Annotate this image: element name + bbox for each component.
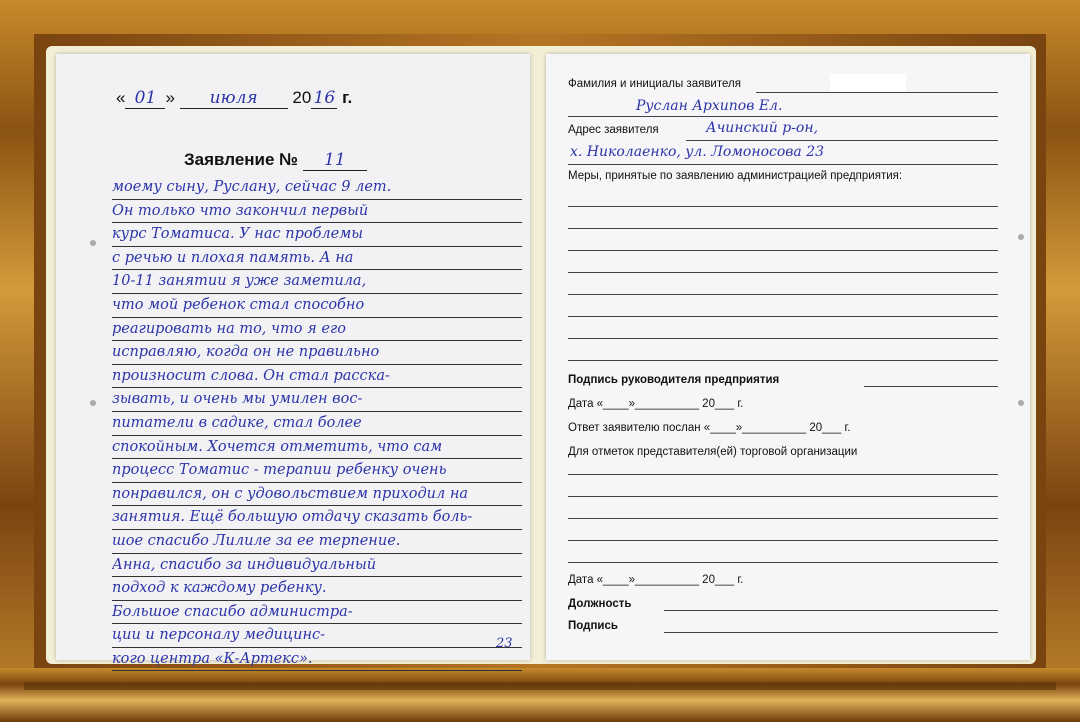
date-line	[116, 88, 352, 109]
trade-org-label: Для отметок представителя(ей) торговой организации	[568, 446, 858, 458]
statement-title	[184, 150, 367, 171]
page-number: 23	[496, 636, 513, 651]
handwritten-line: реагировать на то, что я его	[112, 318, 522, 342]
rule-line	[568, 562, 998, 563]
handwritten-line: что мой ребенок стал способно	[112, 294, 522, 318]
address-value-2: х. Николаенко, ул. Ломоносова 23	[570, 144, 825, 160]
date-open-quote: «	[116, 88, 126, 107]
statement-body	[112, 176, 522, 671]
rule-line	[568, 518, 998, 519]
handwritten-line: спокойным. Хочется отметить, что сам	[112, 436, 522, 460]
handwritten-line: занятия. Ещё большую отдачу сказать боль-	[112, 506, 522, 530]
date-field-1: Дата «____»__________ 20___ г.	[568, 398, 744, 410]
manager-signature-label: Подпись руководителя предприятия	[568, 374, 780, 386]
handwritten-line: процесс Томатис - терапии ребенку очень	[112, 459, 522, 483]
binding-hole	[90, 400, 96, 406]
handwritten-line: ции и персоналу медицинс-	[112, 624, 522, 648]
rule-line	[568, 250, 998, 251]
rule-line	[568, 474, 998, 475]
statement-number: 11	[303, 150, 367, 171]
date-field-2: Дата «____»__________ 20___ г.	[568, 574, 744, 586]
handwritten-line: 10-11 занятии я уже заметила,	[112, 270, 522, 294]
rule-line	[568, 540, 998, 541]
redaction-box	[830, 74, 906, 92]
binding-hole	[90, 240, 96, 246]
date-close-quote: »	[165, 88, 175, 107]
rule-line	[756, 92, 998, 93]
handwritten-line: курс Томатиса. У нас проблемы	[112, 223, 522, 247]
binding-hole	[1018, 234, 1024, 240]
rule-line	[568, 496, 998, 497]
rule-line	[568, 316, 998, 317]
date-day: 01	[125, 88, 165, 109]
reply-sent-field: Ответ заявителю послан «____»__________ 20___ г.	[568, 422, 851, 434]
signature-label: Подпись	[568, 620, 618, 632]
rule-line	[568, 164, 998, 165]
measures-label: Меры, принятые по заявлению администрацией предприятия:	[568, 170, 903, 182]
address-value-1: Ачинский р-он,	[706, 120, 819, 136]
handwritten-line: кого центра «К-Артекс».	[112, 648, 522, 672]
rule-line	[568, 206, 998, 207]
handwritten-line: Он только что закончил первый	[112, 200, 522, 224]
address-label: Адрес заявителя	[568, 124, 659, 136]
rule-line	[568, 272, 998, 273]
rule-line	[686, 140, 998, 141]
frame-bottom-molding	[0, 668, 1080, 722]
rule-line	[568, 338, 998, 339]
applicant-name-value: Руслан Архипов Ел.	[636, 98, 783, 114]
handwritten-line: исправляю, когда он не правильно	[112, 341, 522, 365]
handwritten-line: зывать, и очень мы умилен вос-	[112, 388, 522, 412]
rule-line	[864, 386, 998, 387]
handwritten-line: с речью и плохая память. А на	[112, 247, 522, 271]
rule-line	[664, 632, 998, 633]
left-page	[56, 54, 530, 667]
rule-line	[664, 610, 998, 611]
date-month: июля	[180, 88, 288, 109]
handwritten-line: произносит слова. Он стал расска-	[112, 365, 522, 389]
statement-title-label: Заявление №	[184, 150, 299, 169]
right-page	[546, 54, 1030, 660]
handwritten-line: понравился, он с удовольствием приходил на	[112, 483, 522, 507]
position-label: Должность	[568, 598, 632, 610]
rule-line	[568, 360, 998, 361]
rule-line	[568, 228, 998, 229]
handwritten-line: подход к каждому ребенку.	[112, 577, 522, 601]
handwritten-line: Большое спасибо администра-	[112, 601, 522, 625]
handwritten-line: шое спасибо Лилиле за ее терпение.	[112, 530, 522, 554]
rule-line	[568, 116, 998, 117]
handwritten-line: Анна, спасибо за индивидуальный	[112, 554, 522, 578]
handwritten-line: питатели в садике, стал более	[112, 412, 522, 436]
date-year-unit: г.	[342, 88, 353, 107]
applicant-name-label: Фамилия и инициалы заявителя	[568, 78, 741, 90]
date-year-suffix: 16	[311, 88, 337, 109]
handwritten-line: моему сыну, Руслану, сейчас 9 лет.	[112, 176, 522, 200]
date-year-prefix: 20	[292, 88, 312, 107]
rule-line	[568, 294, 998, 295]
binding-hole	[1018, 400, 1024, 406]
